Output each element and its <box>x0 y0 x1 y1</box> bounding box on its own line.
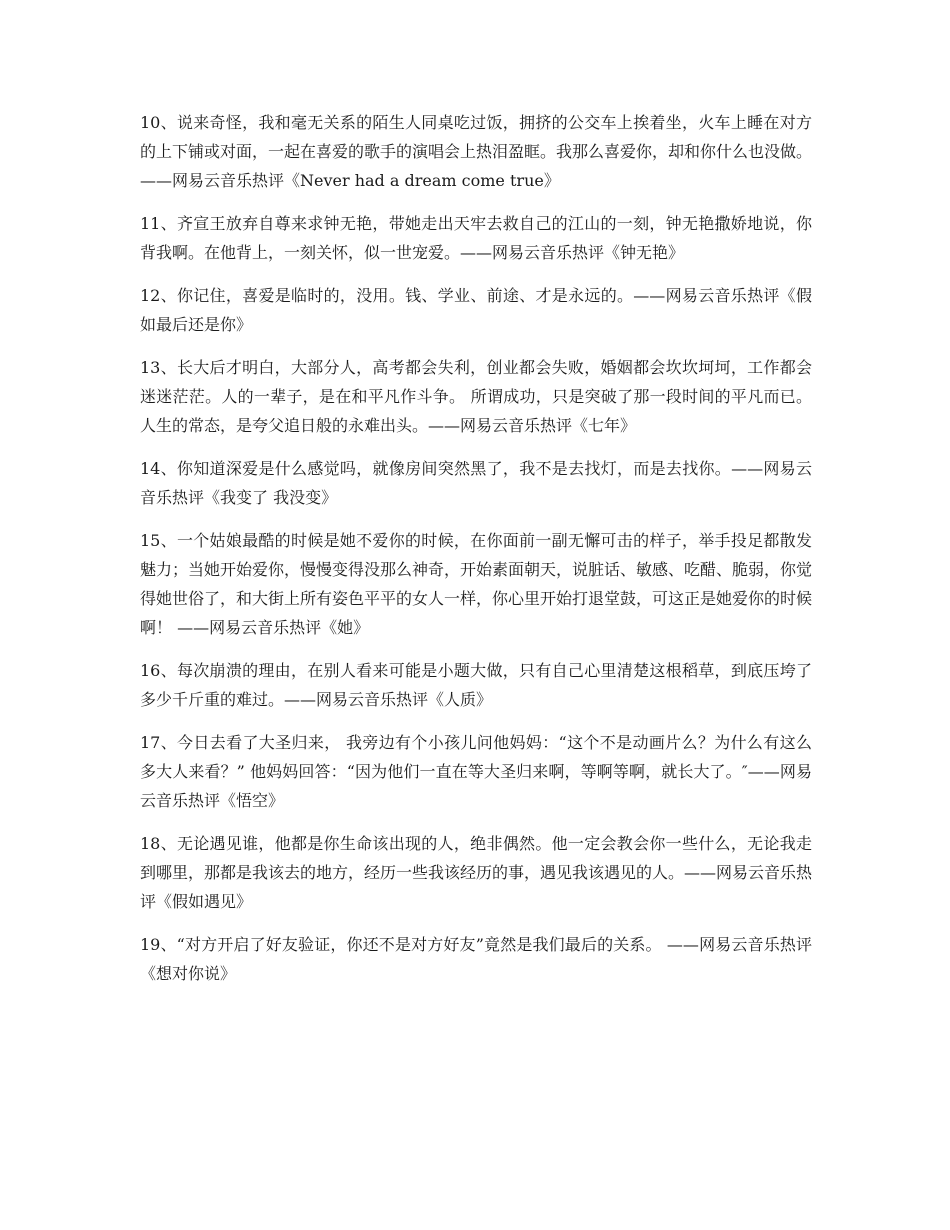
comment-paragraph-12: 12、你记住，喜爱是临时的，没用。钱、学业、前途、才是永远的。——网易云音乐热评《假如最后还是你》 <box>140 286 812 334</box>
document-page <box>140 108 812 1002</box>
comment-paragraph-13: 13、长大后才明白，大部分人，高考都会失利，创业都会失败，婚姻都会坎坎坷坷，工作都会迷迷茫茫。人的一辈子，是在和平凡作斗争。 所谓成功，只是突破了那一段时间的平凡而已。人生的常态，是夸父追日般的永难出头。——网易云音乐热评《七年》 <box>140 358 812 435</box>
comment-paragraph-16: 16、每次崩溃的理由，在别人看来可能是小题大做，只有自己心里清楚这根稻草，到底压垮了多少千斤重的难过。——网易云音乐热评《人质》 <box>140 661 812 709</box>
comment-paragraph-14: 14、你知道深爱是什么感觉吗，就像房间突然黑了，我不是去找灯，而是去找你。——网易云音乐热评《我变了 我没变》 <box>140 459 812 507</box>
comment-paragraph-15: 15、一个姑娘最酷的时候是她不爱你的时候，在你面前一副无懈可击的样子，举手投足都散发魅力；当她开始爱你，慢慢变得没那么神奇，开始素面朝天，说脏话、敏感、吃醋、脆弱，你觉得她世俗了，和大街上所有姿色平平的女人一样，你心里开始打退堂鼓，可这正是她爱你的时候啊！ ——网易云音乐热评《她》 <box>140 531 813 637</box>
comment-paragraph-19: 19、“对方开启了好友验证，你还不是对方好友”竟然是我们最后的关系。 ——网易云音乐热评《想对你说》 <box>140 935 812 983</box>
comment-paragraph-11: 11、齐宣王放弃自尊来求钟无艳，带她走出天牢去救自己的江山的一刻，钟无艳撒娇地说，你背我啊。在他背上，一刻关怀，似一世宠爱。——网易云音乐热评《钟无艳》 <box>140 214 812 262</box>
comment-paragraph-18: 18、无论遇见谁，他都是你生命该出现的人，绝非偶然。他一定会教会你一些什么，无论我走到哪里，那都是我该去的地方，经历一些我该经历的事，遇见我该遇见的人。——网易云音乐热评《假如遇见》 <box>140 834 813 911</box>
comment-paragraph-17: 17、今日去看了大圣归来， 我旁边有个小孩儿问他妈妈：“这个不是动画片么？为什么有这么多大人来看？” 他妈妈回答：“因为他们一直在等大圣归来啊，等啊等啊，就长大了。″——网易云音乐热评《悟空》 <box>140 733 812 810</box>
comment-paragraph-10: 10、说来奇怪，我和毫无关系的陌生人同桌吃过饭，拥挤的公交车上挨着坐，火车上睡在对方的上下铺或对面，一起在喜爱的歌手的演唱会上热泪盈眶。我那么喜爱你，却和你什么也没做。——网易云音乐热评《Never had a dream come true》 <box>140 113 813 190</box>
